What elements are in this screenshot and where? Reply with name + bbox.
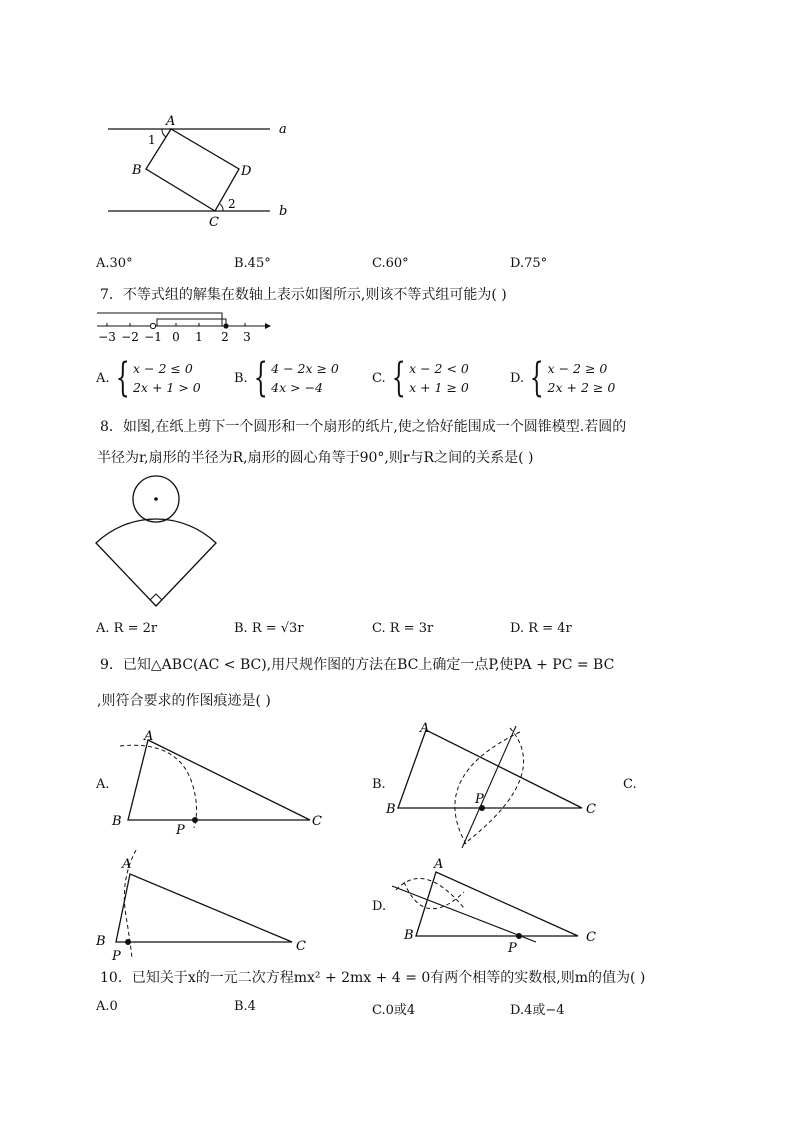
q9-figure-a[interactable] xyxy=(108,728,328,838)
svg-text:B: B xyxy=(112,814,122,829)
q9-figure-c[interactable] xyxy=(92,850,322,962)
q8-option-b[interactable]: B. R = √3r xyxy=(234,621,304,636)
q9-option-d-label[interactable]: D. xyxy=(372,899,387,914)
sector xyxy=(96,519,216,606)
q9-stem-line2: ,则符合要求的作图痕迹是( ) xyxy=(97,693,271,709)
svg-text:A: A xyxy=(420,721,430,736)
angle-2-arc xyxy=(220,204,223,211)
label-angle-2: 2 xyxy=(228,197,236,211)
rectangle-abcd xyxy=(146,129,239,211)
q8-option-d[interactable]: D. R = 4r xyxy=(510,621,572,636)
svg-text:P: P xyxy=(176,823,185,838)
label-B: B xyxy=(132,163,142,178)
q7-number-line xyxy=(95,308,280,346)
q9-option-c-label[interactable]: C. xyxy=(623,777,637,792)
q7-stem: 7．不等式组的解集在数轴上表示如图所示,则该不等式组可能为( ) xyxy=(100,287,507,303)
label-A: A xyxy=(166,114,176,129)
svg-text:B: B xyxy=(96,934,106,949)
q10-option-a[interactable]: A.0 xyxy=(96,999,118,1014)
label-a: a xyxy=(279,122,287,137)
svg-text:B: B xyxy=(386,802,396,817)
q10-option-d[interactable]: D.4或−4 xyxy=(510,1003,565,1018)
q10-option-c[interactable]: C.0或4 xyxy=(372,1003,416,1018)
q8-option-a[interactable]: A. R = 2r xyxy=(96,621,158,636)
svg-text:C: C xyxy=(312,814,322,829)
svg-text:C: C xyxy=(586,802,596,817)
q9-option-a-label[interactable]: A. xyxy=(96,777,110,792)
label-C: C xyxy=(209,215,219,230)
q10-option-b[interactable]: B.4 xyxy=(234,999,256,1014)
q8-stem-line1: 8．如图,在纸上剪下一个圆形和一个扇形的纸片,使之恰好能围成一个圆锥模型.若圆的 xyxy=(100,419,627,435)
label-angle-1: 1 xyxy=(148,133,156,147)
label-b: b xyxy=(279,204,288,219)
q7-option-b[interactable]: B. { 4 − 2x ≥ 0 4x > −4 xyxy=(234,355,339,401)
svg-text:P: P xyxy=(508,941,517,956)
svg-text:A: A xyxy=(434,857,444,872)
open-dot xyxy=(150,323,155,328)
q8-figure xyxy=(94,472,224,612)
tick-label: −3 xyxy=(98,330,116,344)
q6-figure xyxy=(100,112,300,232)
closed-dot xyxy=(223,323,228,328)
tick-label: 3 xyxy=(243,330,251,344)
tick-label: 2 xyxy=(221,330,229,344)
q6-option-c[interactable]: C.60° xyxy=(372,256,409,271)
tick-label: −2 xyxy=(121,330,139,344)
svg-text:C: C xyxy=(586,930,596,945)
circle-center xyxy=(154,497,158,501)
svg-text:A: A xyxy=(122,857,132,872)
q6-option-d[interactable]: D.75° xyxy=(510,256,548,271)
tick-label: 0 xyxy=(172,330,180,344)
tick-label: −1 xyxy=(144,330,162,344)
q8-stem-line2: 半径为r,扇形的半径为R,扇形的圆心角等于90°,则r与R之间的关系是( ) xyxy=(97,450,534,466)
q7-option-a[interactable]: A. { x − 2 ≤ 0 2x + 1 > 0 xyxy=(96,355,201,401)
svg-text:A: A xyxy=(144,729,154,744)
q7-option-d[interactable]: D. { x − 2 ≥ 0 2x + 2 ≥ 0 xyxy=(510,355,616,401)
q9-figure-d[interactable] xyxy=(384,852,604,958)
right-angle-mark xyxy=(150,594,162,600)
label-D: D xyxy=(241,164,252,179)
angle-1-arc xyxy=(162,129,166,137)
tick-label: 1 xyxy=(195,330,203,344)
q6-option-b[interactable]: B.45° xyxy=(234,256,271,271)
q6-option-a[interactable]: A.30° xyxy=(96,256,133,271)
solution-bracket xyxy=(157,319,226,326)
q9-option-b-label[interactable]: B. xyxy=(372,777,386,792)
svg-text:P: P xyxy=(112,949,121,962)
q9-stem-line1: 9．已知△ABC(AC < BC),用尺规作图的方法在BC上确定一点P,使PA + PC = BC xyxy=(100,657,615,673)
q8-option-c[interactable]: C. R = 3r xyxy=(372,621,434,636)
svg-text:P: P xyxy=(475,792,484,807)
q7-option-c[interactable]: C. { x − 2 < 0 x + 1 ≥ 0 xyxy=(372,355,469,401)
svg-text:C: C xyxy=(296,939,306,954)
q9-figure-b[interactable] xyxy=(384,716,604,856)
svg-text:B: B xyxy=(404,928,414,943)
q10-stem: 10．已知关于x的一元二次方程mx² + 2mx + 4 = 0有两个相等的实数根,则m的值为( ) xyxy=(100,970,646,986)
